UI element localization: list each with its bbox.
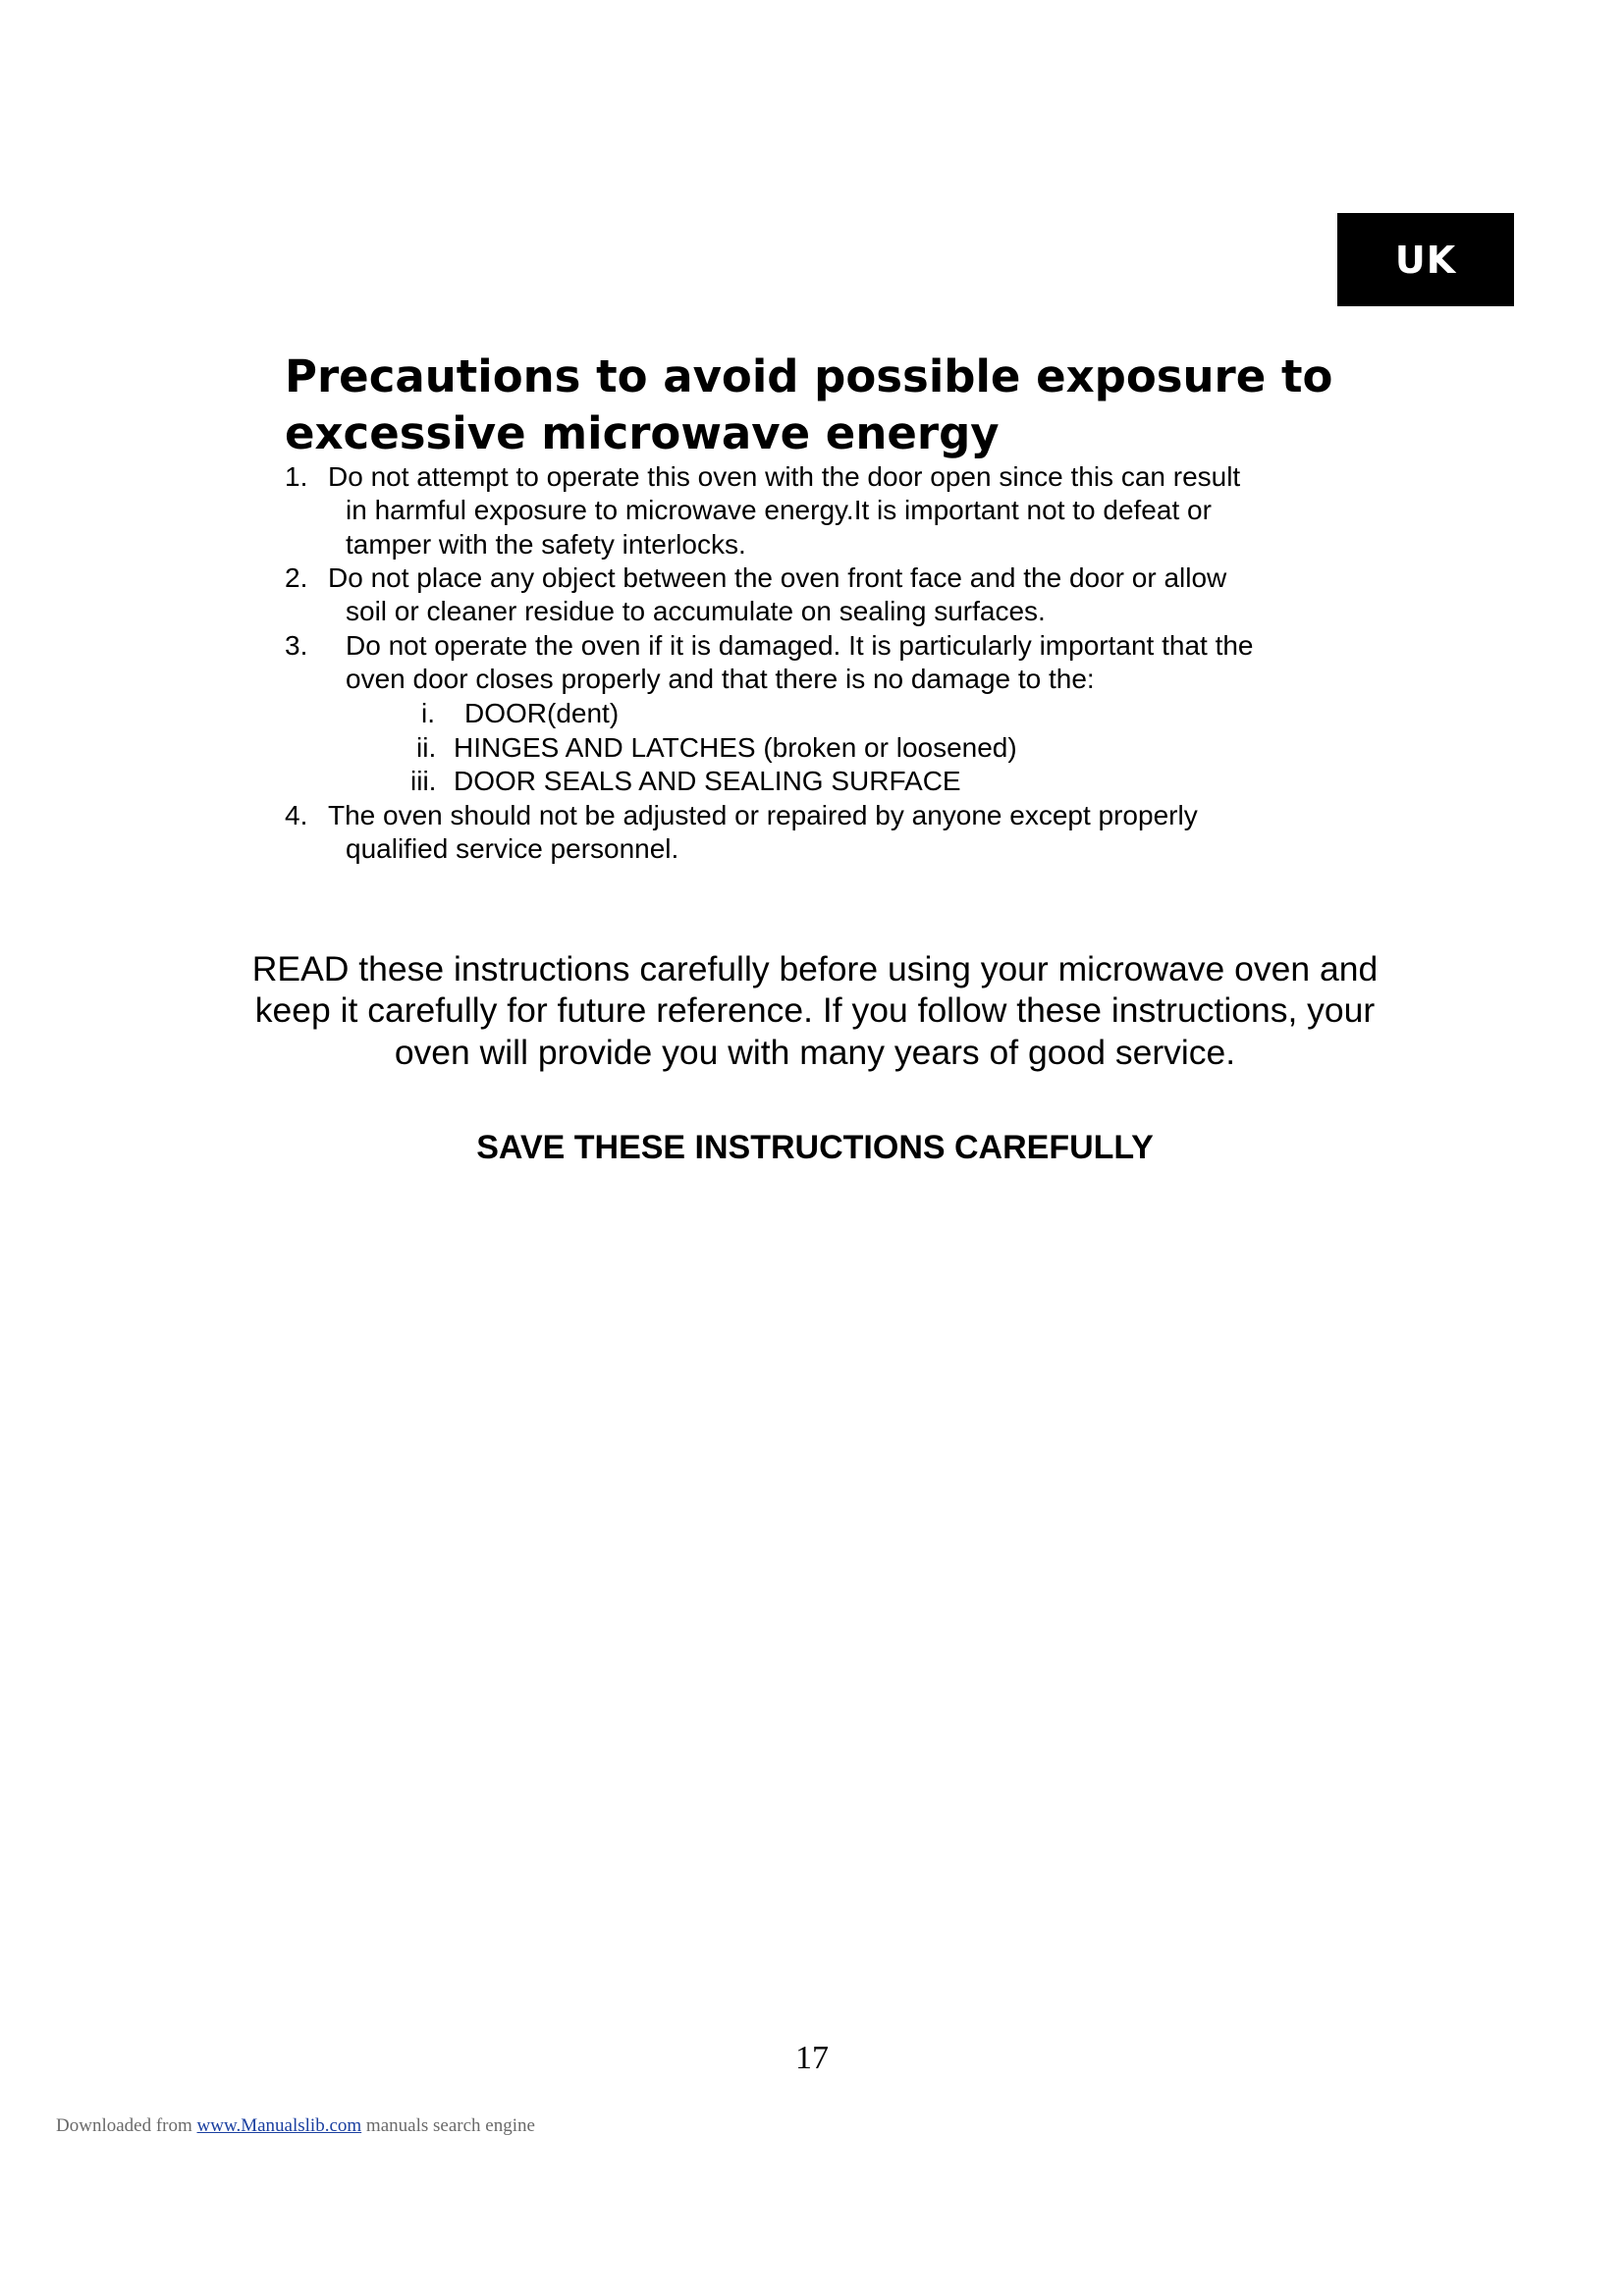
- sublist-item-number: ii.: [416, 732, 437, 763]
- list-item-text: soil or cleaner residue to accumulate on sealing surfaces.: [346, 596, 1046, 626]
- sublist-item-text: DOOR SEALS AND SEALING SURFACE: [454, 766, 961, 796]
- title-line-2: excessive microwave energy: [285, 407, 1000, 459]
- list-item-number: 3.: [285, 630, 308, 661]
- list-item-text: The oven should not be adjusted or repaired by anyone except properly: [328, 800, 1198, 830]
- list-item-text: Do not place any object between the oven front face and the door or allow: [328, 562, 1227, 593]
- footer-suffix: manuals search engine: [365, 2115, 535, 2136]
- save-instructions-heading: SAVE THESE INSTRUCTIONS CAREFULLY: [476, 1129, 1154, 1166]
- language-tab-uk: UK: [1337, 213, 1514, 306]
- sublist-item-text: DOOR(dent): [464, 698, 620, 728]
- title-line-1: Precautions to avoid possible exposure to: [285, 350, 1333, 402]
- sublist-item-text: HINGES AND LATCHES (broken or loosened): [454, 732, 1017, 763]
- list-item-text: qualified service personnel.: [346, 833, 679, 864]
- download-footer: [56, 2115, 535, 2137]
- manualslib-link[interactable]: www.Manualslib.com: [196, 2115, 362, 2136]
- list-item-number: 2.: [285, 562, 308, 593]
- page-number: 17: [795, 2040, 829, 2076]
- read-instructions-note: READ these instructions carefully before using your microwave oven and keep it carefully for future reference. If you follow these instructions, your oven will provide you with many years of good service.: [251, 948, 1379, 1072]
- list-item-text: in harmful exposure to microwave energy.It is important not to defeat or: [346, 495, 1212, 525]
- list-item-text: oven door closes properly and that there is no damage to the:: [346, 664, 1095, 694]
- footer-prefix: Downloaded from: [56, 2115, 192, 2136]
- sublist-item-number: i.: [421, 698, 435, 728]
- list-item-text: tamper with the safety interlocks.: [346, 529, 746, 560]
- list-item-text: Do not operate the oven if it is damaged. It is particularly important that the: [346, 630, 1254, 661]
- list-item-number: 1.: [285, 461, 308, 492]
- page-title: [285, 348, 1365, 462]
- list-item-text: Do not attempt to operate this oven with the door open since this can result: [328, 461, 1241, 492]
- sublist-item-number: iii.: [410, 766, 437, 796]
- list-item-number: 4.: [285, 800, 308, 830]
